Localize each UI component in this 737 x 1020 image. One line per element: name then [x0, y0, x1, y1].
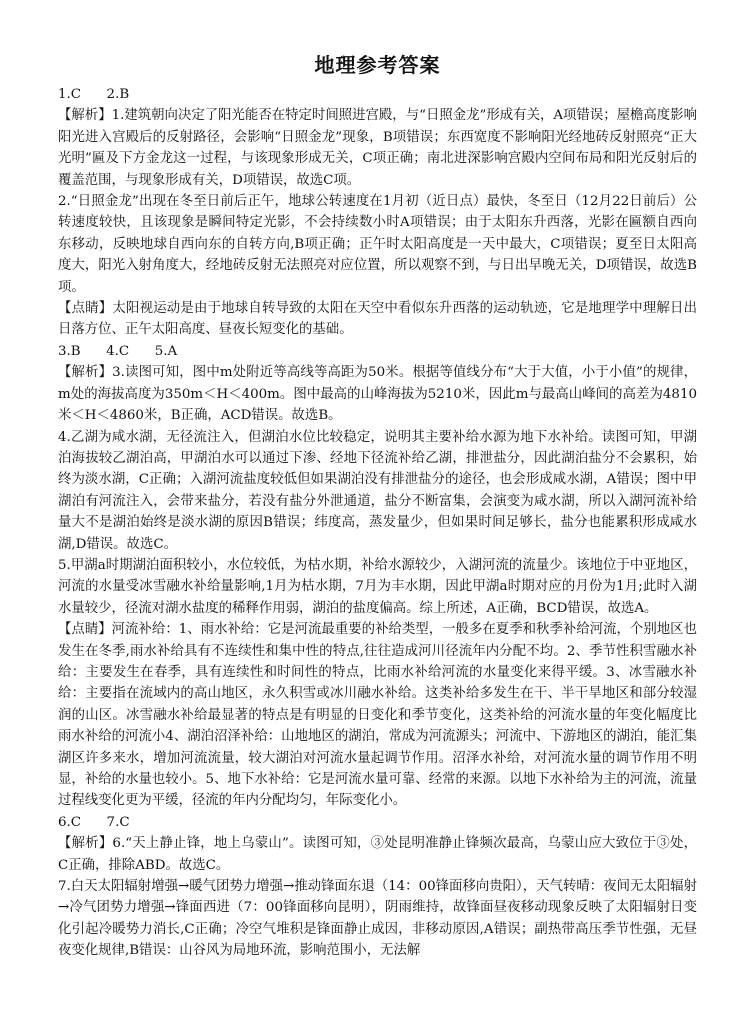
explanation-paragraph: 7.白天太阳辐射增强→暖气团势力增强→推动锋面东退（14：00锋面移向贵阳），天气转晴：夜间无太阳辐射→冷气团势力增强→锋面西进（7：00锋面移向昆明），阴雨维持，故锋面昼夜移动现象反映了太阳辐射日变化引起冷暖势力消长,C正确；冷空气堆积是锋面静止成因，非移动原因,A错误；副热带高压季节性强，无昼夜变化规律,B错误：山谷风为局地环流，影响范围小，无法解: [58, 879, 697, 959]
explanation-paragraph: 【解析】1.建筑朝向决定了阳光能否在特定时间照进宫殿，与“日照金龙”形成有关，A项错误；屋檐高度影响阳光进入宫殿后的反射路径，会影响“日照金龙”现象，B项错误；东西宽度不影响阳光经地砖反射照亮“正大光明”匾及下方金龙这一过程，与该现象形成无关，C项正确；南北进深影响宫殿内空间布局和阳光反射后的覆盖范围，与现象形成有关，D项错误，故选C项。: [58, 108, 697, 188]
answer-key-line: 1.C 2.B: [58, 87, 130, 102]
explanation-paragraph: 【解析】3.读图可知，图中m处附近等高线等高距为50米。根据等值线分布“大于大值，小于小值”的规律，m处的海拔高度为350m＜H＜400m。图中最高的山峰海拔为5210米，因此m与最高山峰间的高差为4810米＜H＜4860米，B正确，ACD错误。故选B。: [58, 365, 697, 424]
explanation-paragraph: 4.乙湖为咸水湖，无径流注入，但湖泊水位比较稳定，说明其主要补给水源为地下水补给。读图可知，甲湖泊海拔较乙湖泊高，甲湖泊水可以通过下渗、经地下径流补给乙湖，排泄盐分，因此湖泊盐分不会累积，始终为淡水湖，C正确；入湖河流盐度较低但如果湖泊没有排泄盐分的途径，也会形成咸水湖，A错误；图中甲湖泊有河流注入，会带来盐分，若没有盐分外泄通道，盐分不断富集，会演变为咸水湖，所以入湖河流补给量大不是湖泊始终是淡水湖的原因B错误；纬度高，蒸发量少，但如果时间足够长，盐分也能累积形成咸水湖,D错误。故选C。: [58, 429, 697, 552]
explanation-paragraph: 【解析】6.“天上静止锋，地上乌蒙山”。读图可知，③处昆明准静止锋频次最高，乌蒙山应大致位于③处，C正确，排除ABD。故选C。: [58, 836, 697, 873]
answer-key-line: 6.C 7.C: [58, 814, 130, 830]
explanation-paragraph: 【点睛】太阳视运动是由于地球自转导致的太阳在天空中看似东升西落的运动轨迹，它是地理学中理解日出日落方位、正午太阳高度、昼夜长短变化的基础。: [58, 301, 697, 338]
explanation-paragraph: 5.甲湖a时期湖泊面积较小，水位较低，为枯水期，补给水源较少，入湖河流的流量少。该地位于中亚地区，河流的水量受冰雪融水补给量影响,1月为枯水期，7月为丰水期，因此甲湖a时期对应的月份为1月;此时入湖水量较少，径流对湖水盐度的稀释作用弱，湖泊的盐度偏高。综上所述，A正确，BCD错误，故选A。: [58, 557, 697, 616]
page-title: 地理参考答案: [314, 53, 441, 77]
answer-key-line: 3.B 4.C 5.A: [58, 343, 178, 359]
explanation-paragraph: 【点睛】河流补给：1、雨水补给：它是河流最重要的补给类型，一般多在夏季和秋季补给河流，个别地区也发生在冬季,雨水补给具有不连续性和集中性的特点,往往造成河川径流年内分配不均。2、季节性积雪融水补给：主要发生在春季，具有连续性和时间性的特点，比雨水补给河流的水量变化来得平缓。3、冰雪融水补给：主要指在流域内的高山地区，永久积雪或冰川融水补给。这类补给多发生在干、半干旱地区和部分较湿润的山区。冰雪融水补给最显著的特点是有明显的日变化和季节变化，这类补给的河流水量的年变化幅度比雨水补给的河流小4、湖泊沼泽补给：山地地区的湖泊，常成为河流源头；河流中、下游地区的湖泊，能汇集湖区许多来水，增加河流流量，较大湖泊对河流水量起调节作用。沼泽水补给，对河流水量的调节作用不明显，补给的水量也较小。5、地下水补给：它是河流水量可靠、经常的来源。以地下水补给为主的河流，流量过程线变化更为平缓，径流的年内分配均匀，年际变化小。: [58, 622, 697, 809]
answer-content: [58, 84, 697, 962]
explanation-paragraph: 2.“日照金龙”出现在冬至日前后正午，地球公转速度在1月初（近日点）最快，冬至日（12月22日前后）公转速度较快，且该现象是瞬间特定光影，不会持续数小时A项错误；由于太阳东升西落，光影在匾额自西向东移动，反映地球自西向东的自转方向,B项正确；正午时太阳高度是一天中最大，C项错误；夏至日太阳高度大，阳光入射角度大，经地砖反射无法照亮对应位置，所以观察不到，与日出早晚无关，D项错误，故选B项。: [58, 194, 697, 295]
